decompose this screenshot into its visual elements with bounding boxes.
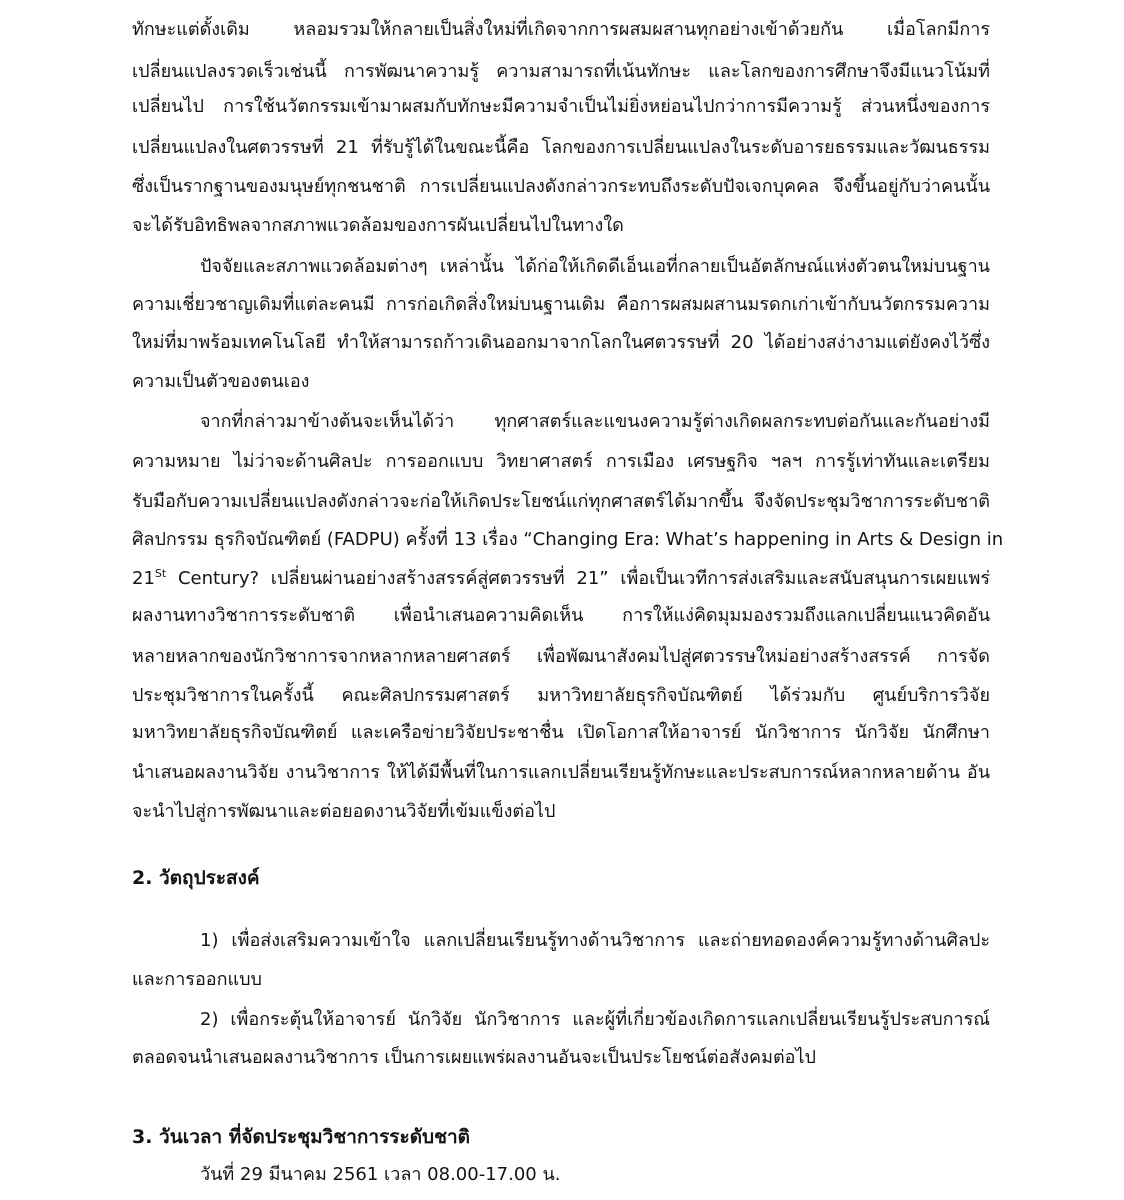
paragraph-line: ความเป็นตัวของตนเอง	[132, 371, 310, 392]
paragraph-line: ความหมาย ไม่ว่าจะด้านศิลปะ การออกแบบ วิทยาศาสตร์ การเมือง เศรษฐกิจ ฯลฯ การรู้เท่าทันและเตรียม	[132, 451, 990, 472]
paragraph-line: ประชุมวิชาการในครั้งนี้ คณะศิลปกรรมศาสตร์ มหาวิทยาลัยธุรกิจบัณฑิตย์ ได้ร่วมกับ ศูนย์บริการวิจัย	[132, 685, 990, 706]
objective-item-1-line: 1) เพื่อส่งเสริมความเข้าใจ แลกเปลี่ยนเรียนรู้ทางด้านวิชาการ และถ่ายทอดองค์ความรู้ทางด้านศิลปะ	[200, 930, 990, 951]
paragraph-line: เปลี่ยนแปลงในศตวรรษที่ 21 ที่รับรู้ได้ในขณะนี้คือ โลกของการเปลี่ยนแปลงในระดับอารยธรรมและวัฒนธรรม	[132, 137, 990, 158]
event-date-text: วันที่ 29 มีนาคม 2561 เวลา 08.00-17.00 น.	[200, 1164, 561, 1185]
century-superscript: St	[154, 567, 167, 580]
paragraph-line: ผลงานทางวิชาการระดับชาติ เพื่อนำเสนอความคิดเห็น การให้แง่คิดมุมมองรวมถึงแลกเปลี่ยนแนวคิดอัน	[132, 605, 990, 626]
paragraph-line: ทักษะแต่ดั้งเดิม หลอมรวมให้กลายเป็นสิ่งใหม่ที่เกิดจากการผสมผสานทุกอย่างเข้าด้วยกัน เมื่อโลกมีการ	[132, 19, 990, 40]
objective-item-1-line: และการออกแบบ	[132, 969, 262, 990]
century-number: 21	[132, 568, 155, 589]
paragraph-line: จะนำไปสู่การพัฒนาและต่อยอดงานวิจัยที่เข้มแข็งต่อไป	[132, 801, 556, 822]
paragraph-line: จากที่กล่าวมาข้างต้นจะเห็นได้ว่า ทุกศาสตร์และแขนงความรู้ต่างเกิดผลกระทบต่อกันและกันอย่างมี	[200, 411, 990, 432]
paragraph-line: ใหม่ที่มาพร้อมเทคโนโลยี ทำให้สามารถก้าวเดินออกมาจากโลกในศตวรรษที่ 20 ได้อย่างสง่างามแต่ยังคงไว้ซึ่ง	[132, 332, 990, 353]
section-heading-date: 3. วันเวลา ที่จัดประชุมวิชาการระดับชาติ	[132, 1126, 471, 1148]
paragraph-line: หลายหลากของนักวิชาการจากหลากหลายศาสตร์ เพื่อพัฒนาสังคมไปสู่ศตวรรษใหม่อย่างสร้างสรรค์ การจัด	[132, 646, 990, 667]
paragraph-line: มหาวิทยาลัยธุรกิจบัณฑิตย์ และเครือข่ายวิจัยประชาชื่น เปิดโอกาสให้อาจารย์ นักวิชาการ นักวิจัย นักศึกษา	[132, 722, 990, 743]
paragraph-line: ความเชี่ยวชาญเดิมที่แต่ละคนมี การก่อเกิดสิ่งใหม่บนฐานเดิม คือการผสมผสานมรดกเก่าเข้ากับนวัตกรรมความ	[132, 294, 990, 315]
paragraph-line: เปลี่ยนแปลงรวดเร็วเช่นนี้ การพัฒนาความรู้ ความสามารถที่เน้นทักษะ และโลกของการศึกษาจึงมีแนวโน้มที่	[132, 61, 990, 82]
paragraph-line: ศิลปกรรม ธุรกิจบัณฑิตย์ (FADPU) ครั้งที่ 13 เรื่อง “Changing Era: What’s happening in Arts & Design in	[132, 529, 1004, 550]
paragraph-line-century	[132, 567, 990, 591]
objective-item-2-line: 2) เพื่อกระตุ้นให้อาจารย์ นักวิจัย นักวิชาการ และผู้ที่เกี่ยวข้องเกิดการแลกเปลี่ยนเรียนรู้ประสบการณ์	[200, 1009, 990, 1030]
section-heading-objectives: 2. วัตถุประสงค์	[132, 867, 260, 889]
century-rest: Century? เปลี่ยนผ่านอย่างสร้างสรรค์สู่ศตวรรษที่ 21” เพื่อเป็นเวทีการส่งเสริมและสนับสนุนการเผยแพร่	[166, 568, 990, 589]
paragraph-line: รับมือกับความเปลี่ยนแปลงดังกล่าวจะก่อให้เกิดประโยชน์แก่ทุกศาสตร์ได้มากขึ้น จึงจัดประชุมวิชาการระดับชาติ	[132, 491, 990, 512]
paragraph-line: เปลี่ยนไป การใช้นวัตกรรมเข้ามาผสมกับทักษะมีความจำเป็นไม่ยิ่งหย่อนไปกว่าการมีความรู้ ส่วนหนึ่งของการ	[132, 96, 990, 117]
paragraph-line: นำเสนอผลงานวิจัย งานวิชาการ ให้ได้มีพื้นที่ในการแลกเปลี่ยนเรียนรู้ทักษะและประสบการณ์หลากหลายด้าน อัน	[132, 762, 990, 783]
paragraph-line: จะได้รับอิทธิพลจากสภาพแวดล้อมของการผันเปลี่ยนไปในทางใด	[132, 215, 624, 236]
paragraph-line: ปัจจัยและสภาพแวดล้อมต่างๆ เหล่านั้น ได้ก่อให้เกิดดีเอ็นเอที่กลายเป็นอัตลักษณ์แห่งตัวตนใหม่บนฐาน	[200, 256, 990, 277]
objective-item-2-line: ตลอดจนนำเสนอผลงานวิชาการ เป็นการเผยแพร่ผลงานอันจะเป็นประโยชน์ต่อสังคมต่อไป	[132, 1047, 816, 1068]
paragraph-line: ซึ่งเป็นรากฐานของมนุษย์ทุกชนชาติ การเปลี่ยนแปลงดังกล่าวกระทบถึงระดับปัจเจกบุคคล จึงขึ้นอยู่กับว่าคนนั้น	[132, 176, 990, 197]
